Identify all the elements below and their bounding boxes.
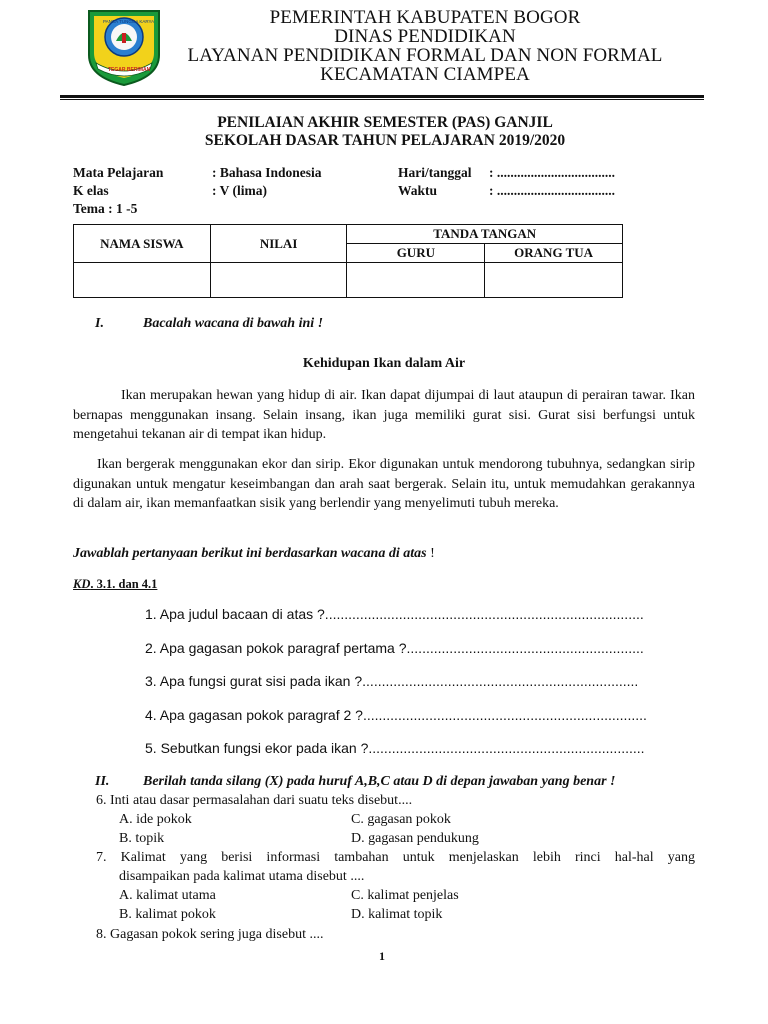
section-1-instruction: Bacalah wacana di bawah ini ! — [143, 316, 324, 331]
essay-question-5: 5. Sebutkan fungsi ekor pada ikan ?....................................................................... — [145, 740, 645, 756]
mc-question-7-line-2: disampaikan pada kalimat utama disebut .... — [119, 869, 365, 884]
student-signature-table — [73, 224, 623, 298]
col-header-teacher: GURU — [347, 244, 485, 263]
theme-label: Tema : 1 -5 — [73, 201, 138, 216]
essay-question-2: 2. Apa gagasan pokok paragraf pertama ?............................................................. — [145, 640, 644, 656]
mc-q7-option-a: A. kalimat utama — [119, 888, 216, 903]
mc-question-8: 8. Gagasan pokok sering juga disebut .... — [96, 927, 324, 942]
kd-rest: . 3.1. dan 4.1 — [90, 577, 158, 591]
day-label: Hari/tanggal — [398, 165, 472, 180]
student-name-cell[interactable] — [74, 263, 211, 298]
essay-question-4: 4. Apa gagasan pokok paragraf 2 ?......................................................................... — [145, 707, 647, 723]
reading-paragraph-1: Ikan merupakan hewan yang hidup di air. Ikan dapat dijumpai di laut ataupun di perairan tawar. Ikan bernapas menggunakan insang. Selain insang, ikan juga memiliki gurat sisi. Gurat sisi berfungsi untuk mengetahui tekanan air di tempat ikan hidup. — [73, 388, 695, 442]
answer-instruction-mark: ! — [430, 546, 435, 561]
header-rule-thin — [60, 99, 704, 100]
class-value: : V (lima) — [212, 183, 267, 198]
logo-text-bottom: TEGAR BERIMAN — [108, 67, 151, 73]
header-line-3: LAYANAN PENDIDIKAN FORMAL DAN NON FORMAL — [187, 45, 663, 66]
time-label: Waktu — [398, 183, 438, 198]
parent-signature-cell[interactable] — [485, 263, 623, 298]
essay-question-3: 3. Apa fungsi gurat sisi pada ikan ?....................................................................... — [145, 673, 639, 689]
mc-q7-option-d: D. kalimat topik — [351, 907, 443, 922]
score-cell[interactable] — [210, 263, 347, 298]
exam-title-1: PENILAIAN AKHIR SEMESTER (PAS) GANJIL — [217, 114, 553, 131]
mc-question-6: 6. Inti atau dasar permasalahan dari suatu teks disebut.... — [96, 793, 413, 808]
mc-q6-option-c: C. gagasan pokok — [351, 812, 451, 827]
header-rule-thick — [60, 95, 704, 98]
header-line-4: KECAMATAN CIAMPEA — [320, 64, 530, 85]
col-header-signature: TANDA TANGAN — [347, 225, 623, 244]
subject-label: Mata Pelajaran — [73, 165, 164, 180]
reading-title: Kehidupan Ikan dalam Air — [302, 356, 466, 371]
exam-title-2: SEKOLAH DASAR TAHUN PELAJARAN 2019/2020 — [204, 132, 566, 149]
reading-paragraph-2: Ikan bergerak menggunakan ekor dan sirip. Ekor digunakan untuk mendorong tubuhnya, sedangkan sirip digunakan untuk mengatur keseimbangan dan arah saat bergerak. Selain itu, untuk memudahkan gerakannya di dalam air, ikan memanfaatkan sisik yang berlendir yang menyelimuti tubuh mereka. — [73, 457, 695, 511]
mc-q6-option-a: A. ide pokok — [119, 812, 192, 827]
teacher-signature-cell[interactable] — [347, 263, 485, 298]
col-header-score: NILAI — [210, 225, 347, 263]
mc-question-7-line-1: 7. Kalimat yang berisi informasi tambahan untuk menjelaskan lebih rinci hal-hal yang — [96, 850, 695, 865]
section-2-instruction: Berilah tanda silang (X) pada huruf A,B,C atau D di depan jawaban yang benar ! — [143, 774, 616, 789]
mc-q7-option-b: B. kalimat pokok — [119, 907, 216, 922]
class-label: K elas — [73, 183, 109, 198]
kd-reference — [73, 577, 157, 592]
day-value: : ................................... — [489, 165, 615, 180]
mc-q7-option-c: C. kalimat penjelas — [351, 888, 459, 903]
logo-text-top: PANCA TUNGGA KARYA — [103, 19, 155, 24]
section-1-number: I. — [95, 316, 104, 331]
page-number: 1 — [379, 949, 385, 963]
mc-q6-option-b: B. topik — [119, 831, 165, 846]
answer-instruction-line — [73, 546, 435, 562]
answer-instruction: Jawablah pertanyaan berikut ini berdasarkan wacana di atas — [73, 546, 427, 561]
regency-emblem-logo — [86, 7, 162, 87]
header-line-2: DINAS PENDIDIKAN — [334, 26, 516, 47]
time-value: : ................................... — [489, 183, 615, 198]
header-line-1: PEMERINTAH KABUPATEN BOGOR — [269, 7, 581, 28]
essay-question-1: 1. Apa judul bacaan di atas ?.................................................................................. — [145, 606, 644, 622]
mc-q6-option-d: D. gagasan pendukung — [351, 831, 479, 846]
section-2-number: II. — [95, 774, 110, 789]
kd-abbr: KD — [73, 577, 91, 591]
col-header-parent: ORANG TUA — [485, 244, 623, 263]
subject-value: : Bahasa Indonesia — [212, 165, 322, 180]
col-header-student-name: NAMA SISWA — [74, 225, 211, 263]
